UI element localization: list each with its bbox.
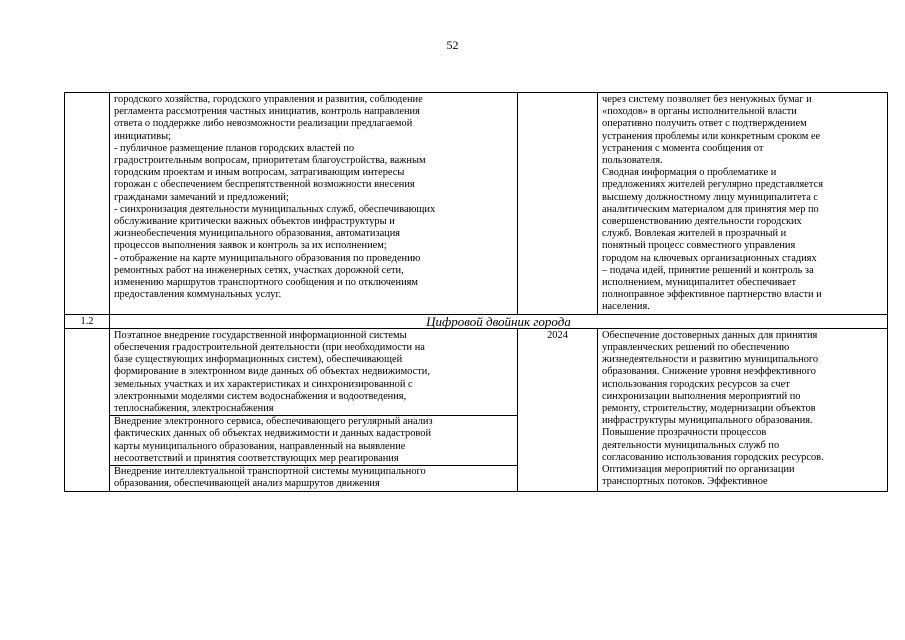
text-line: Обеспечение достоверных данных для принятия bbox=[602, 329, 818, 341]
text-line: предоставления коммунальных услуг. bbox=[114, 289, 282, 301]
text-line: гражданами замечаний и предложений; bbox=[114, 191, 289, 203]
text-line: синхронизации выполнения мероприятий по bbox=[602, 390, 801, 402]
section-number: 1.2 bbox=[65, 314, 110, 328]
text-line: теплоснабжения, электроснабжения bbox=[114, 403, 274, 415]
text-line: предложениях жителей регулярно представляется bbox=[602, 179, 823, 191]
text-line: горожан с обеспечением беспрепятственной возможности внесения bbox=[114, 179, 415, 191]
text-line: управленческих решений по обеспечению bbox=[602, 342, 790, 354]
row-number-cell bbox=[65, 328, 110, 491]
text-line: несоответствий и принятия соответствующих мер реагирования bbox=[114, 452, 399, 464]
text-line: полноправное эффективное партнерство власти и bbox=[602, 289, 822, 301]
table-row-continued bbox=[65, 93, 888, 315]
text-line: населения. bbox=[602, 301, 650, 313]
text-line: использования городских ресурсов за счет bbox=[602, 378, 790, 390]
text-line: деятельности муниципальных служб по bbox=[602, 439, 780, 451]
text-line: понятный процесс совместного управления bbox=[602, 240, 796, 252]
text-line: Внедрение электронного сервиса, обеспечивающего регулярный анализ bbox=[114, 416, 433, 428]
text-line: городским проектам и иным вопросам, затрагивающим интересы bbox=[114, 167, 405, 179]
measure-block-transport bbox=[110, 466, 517, 490]
text-line: «походов» в органы исполнительной власти bbox=[602, 106, 797, 118]
text-line: аналитическим материалом для принятия мер по bbox=[602, 203, 819, 215]
section-row bbox=[65, 314, 888, 328]
text-line: карты муниципального образования, направленный на выявление bbox=[114, 440, 406, 452]
description-cell bbox=[110, 93, 518, 315]
text-line: регламента рассмотрения частных инициатив, контроль направления bbox=[114, 106, 420, 118]
text-line: жизнеобеспечения муниципального образования, автоматизация bbox=[114, 228, 401, 240]
text-line: изменению маршрутов транспортного сообщения и по отключениям bbox=[114, 277, 419, 289]
text-line: земельных участках и их характеристиках и синхронизированной с bbox=[114, 378, 413, 390]
text-line: образования. Снижение уровня неэффективного bbox=[602, 366, 816, 378]
text-line: – подача идей, принятие решений и контроль за bbox=[602, 264, 814, 276]
text-line: фактических данных об объектах недвижимости и данных кадастровой bbox=[114, 428, 432, 440]
text-line: городом на ключевых организационных стадиях bbox=[602, 252, 817, 264]
text-line: городского хозяйства, городского управления и развития, соблюдение bbox=[114, 94, 423, 105]
text-line: электронными моделями систем водоснабжения и водоотведения, bbox=[114, 390, 407, 402]
result-cell bbox=[598, 93, 888, 315]
text-line: пользователя. bbox=[602, 155, 663, 167]
text-line: согласованию использования городских ресурсов. bbox=[602, 451, 824, 463]
text-line: инициативы; bbox=[114, 130, 172, 142]
section-title: Цифровой двойник города bbox=[110, 314, 888, 328]
text-line: обслуживание критически важных объектов инфраструктуры и bbox=[114, 216, 395, 228]
text-line: Внедрение интеллектуальной транспортной системы муниципального bbox=[114, 466, 426, 478]
text-line: ответа о поддержке либо невозможности реализации предлагаемой bbox=[114, 118, 413, 130]
text-line: Сводная информация о проблематике и bbox=[602, 167, 777, 179]
year-cell: 2024 bbox=[518, 328, 598, 491]
description-text bbox=[114, 94, 513, 301]
text-line: устранения с момента сообщения от bbox=[602, 142, 764, 154]
page-number: 52 bbox=[446, 38, 459, 52]
text-line: - публичное размещение планов городских властей по bbox=[114, 142, 355, 154]
result-cell bbox=[598, 328, 888, 491]
text-line: ремонту, строительству, модернизации объектов bbox=[602, 403, 816, 415]
text-line: совершенствованию деятельности городских bbox=[602, 216, 802, 228]
text-line: жизнедеятельности и развитию муниципального bbox=[602, 354, 819, 366]
text-line: образования, обеспечивающей анализ маршрутов движения bbox=[114, 478, 380, 490]
text-line: устранения проблемы или конкретным сроком ее bbox=[602, 130, 821, 142]
result-text bbox=[602, 94, 883, 314]
text-line: транспортных потоков. Эффективное bbox=[602, 476, 768, 488]
text-line: градостроительным вопросам, приоритетам благоустройства, важным bbox=[114, 155, 426, 167]
text-line: исполнением, муниципалитет обеспечивает bbox=[602, 277, 797, 289]
text-line: Оптимизация мероприятий по организации bbox=[602, 464, 795, 476]
description-cell bbox=[110, 328, 518, 491]
text-line: базе существующих информационных систем), обеспечивающей bbox=[114, 354, 403, 366]
measures-table bbox=[64, 92, 888, 492]
measure-block-e-service bbox=[110, 416, 517, 466]
text-line: служб. Вовлекая жителей в прозрачный и bbox=[602, 228, 787, 240]
year-cell bbox=[518, 93, 598, 315]
result-text bbox=[602, 330, 883, 489]
text-line: инфраструктуры муниципального образования. bbox=[602, 415, 813, 427]
text-line: через систему позволяет без ненужных бумаг и bbox=[602, 94, 812, 105]
text-line: формирование в электронном виде данных об объектах недвижимости, bbox=[114, 366, 430, 378]
text-line: процессов выполнения заявок и контроль за их исполнением; bbox=[114, 240, 387, 252]
text-line: Поэтапное внедрение государственной информационной системы bbox=[114, 329, 407, 341]
table-row-digital-twin bbox=[65, 328, 888, 491]
text-line: - отображение на карте муниципального образования по проведению bbox=[114, 252, 421, 264]
text-line: оперативно получить ответ с подтверждением bbox=[602, 118, 807, 130]
text-line: Повышение прозрачности процессов bbox=[602, 427, 767, 439]
text-line: ремонтных работ на инженерных сетях, участках дорожной сети, bbox=[114, 264, 404, 276]
measure-block-gis bbox=[110, 330, 517, 416]
text-line: высшему должностному лицу муниципалитета с bbox=[602, 191, 819, 203]
row-number-cell bbox=[65, 93, 110, 315]
text-line: обеспечения градостроительной деятельности (при необходимости на bbox=[114, 342, 425, 354]
text-line: - синхронизация деятельности муниципальных служб, обеспечивающих bbox=[114, 203, 436, 215]
